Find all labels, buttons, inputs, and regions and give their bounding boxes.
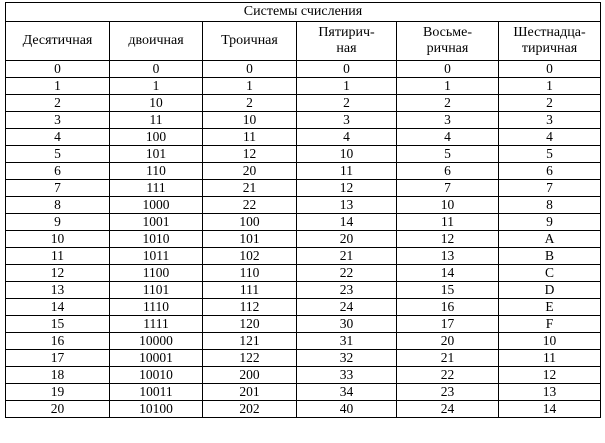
header-octal-line-2: ричная xyxy=(426,41,469,56)
cell-hexadecimal: 0 xyxy=(499,61,601,78)
table-row xyxy=(6,231,601,248)
table-title: Системы счисления xyxy=(6,3,601,22)
cell-octal: 11 xyxy=(397,214,499,231)
table-header-row xyxy=(6,22,601,61)
cell-quinary: 13 xyxy=(297,197,397,214)
cell-hexadecimal: 6 xyxy=(499,163,601,180)
cell-decimal: 20 xyxy=(6,401,110,418)
cell-binary: 10001 xyxy=(110,350,203,367)
cell-quinary: 30 xyxy=(297,316,397,333)
cell-quinary: 31 xyxy=(297,333,397,350)
cell-quinary: 2 xyxy=(297,95,397,112)
cell-hexadecimal: 14 xyxy=(499,401,601,418)
cell-quinary: 22 xyxy=(297,265,397,282)
cell-binary: 10100 xyxy=(110,401,203,418)
cell-octal: 16 xyxy=(397,299,499,316)
cell-quinary: 0 xyxy=(297,61,397,78)
cell-binary: 10000 xyxy=(110,333,203,350)
cell-ternary: 0 xyxy=(203,61,297,78)
cell-octal: 6 xyxy=(397,163,499,180)
cell-quinary: 14 xyxy=(297,214,397,231)
cell-binary: 1 xyxy=(110,78,203,95)
cell-hexadecimal: 3 xyxy=(499,112,601,129)
cell-ternary: 112 xyxy=(203,299,297,316)
cell-octal: 14 xyxy=(397,265,499,282)
table-title-row xyxy=(6,3,601,22)
header-hexadecimal-line-1: Шестнадца- xyxy=(513,25,586,40)
cell-quinary: 10 xyxy=(297,146,397,163)
cell-binary: 10010 xyxy=(110,367,203,384)
cell-ternary: 101 xyxy=(203,231,297,248)
cell-quinary: 3 xyxy=(297,112,397,129)
cell-decimal: 10 xyxy=(6,231,110,248)
cell-hexadecimal: C xyxy=(499,265,601,282)
table-row xyxy=(6,197,601,214)
table-row xyxy=(6,401,601,418)
cell-binary: 100 xyxy=(110,129,203,146)
cell-decimal: 0 xyxy=(6,61,110,78)
cell-binary: 1000 xyxy=(110,197,203,214)
table-row xyxy=(6,367,601,384)
cell-ternary: 1 xyxy=(203,78,297,95)
header-ternary-line-1: Троичная xyxy=(221,33,278,48)
table-row xyxy=(6,61,601,78)
table-row xyxy=(6,316,601,333)
cell-ternary: 22 xyxy=(203,197,297,214)
header-binary-line-1: двоичная xyxy=(128,33,184,48)
cell-binary: 1101 xyxy=(110,282,203,299)
cell-ternary: 120 xyxy=(203,316,297,333)
header-octal xyxy=(397,22,499,61)
cell-decimal: 11 xyxy=(6,248,110,265)
cell-ternary: 11 xyxy=(203,129,297,146)
cell-quinary: 21 xyxy=(297,248,397,265)
cell-binary: 1011 xyxy=(110,248,203,265)
table-row xyxy=(6,333,601,350)
table-row xyxy=(6,180,601,197)
cell-hexadecimal: 10 xyxy=(499,333,601,350)
cell-ternary: 100 xyxy=(203,214,297,231)
cell-octal: 3 xyxy=(397,112,499,129)
cell-quinary: 1 xyxy=(297,78,397,95)
cell-octal: 4 xyxy=(397,129,499,146)
cell-binary: 1001 xyxy=(110,214,203,231)
cell-quinary: 20 xyxy=(297,231,397,248)
cell-binary: 1010 xyxy=(110,231,203,248)
cell-quinary: 11 xyxy=(297,163,397,180)
cell-decimal: 8 xyxy=(6,197,110,214)
table-row xyxy=(6,163,601,180)
header-quinary xyxy=(297,22,397,61)
cell-hexadecimal: 8 xyxy=(499,197,601,214)
cell-ternary: 12 xyxy=(203,146,297,163)
cell-hexadecimal: A xyxy=(499,231,601,248)
cell-octal: 24 xyxy=(397,401,499,418)
header-ternary xyxy=(203,22,297,61)
cell-quinary: 24 xyxy=(297,299,397,316)
cell-ternary: 121 xyxy=(203,333,297,350)
number-systems-table-wrapper xyxy=(5,2,600,418)
cell-octal: 23 xyxy=(397,384,499,401)
number-systems-table xyxy=(5,2,601,418)
cell-decimal: 9 xyxy=(6,214,110,231)
cell-octal: 15 xyxy=(397,282,499,299)
cell-ternary: 20 xyxy=(203,163,297,180)
cell-binary: 101 xyxy=(110,146,203,163)
cell-ternary: 110 xyxy=(203,265,297,282)
cell-quinary: 33 xyxy=(297,367,397,384)
cell-octal: 0 xyxy=(397,61,499,78)
header-quinary-line-2: ная xyxy=(336,41,357,56)
cell-octal: 21 xyxy=(397,350,499,367)
cell-hexadecimal: 5 xyxy=(499,146,601,163)
cell-hexadecimal: 4 xyxy=(499,129,601,146)
cell-decimal: 5 xyxy=(6,146,110,163)
cell-ternary: 122 xyxy=(203,350,297,367)
cell-ternary: 102 xyxy=(203,248,297,265)
header-decimal xyxy=(6,22,110,61)
table-row xyxy=(6,282,601,299)
cell-hexadecimal: B xyxy=(499,248,601,265)
cell-decimal: 13 xyxy=(6,282,110,299)
cell-hexadecimal: 7 xyxy=(499,180,601,197)
cell-octal: 5 xyxy=(397,146,499,163)
header-hexadecimal xyxy=(499,22,601,61)
cell-ternary: 201 xyxy=(203,384,297,401)
cell-binary: 10 xyxy=(110,95,203,112)
cell-hexadecimal: 12 xyxy=(499,367,601,384)
cell-octal: 10 xyxy=(397,197,499,214)
cell-decimal: 7 xyxy=(6,180,110,197)
cell-octal: 22 xyxy=(397,367,499,384)
cell-binary: 110 xyxy=(110,163,203,180)
cell-decimal: 12 xyxy=(6,265,110,282)
cell-quinary: 12 xyxy=(297,180,397,197)
cell-decimal: 17 xyxy=(6,350,110,367)
cell-decimal: 4 xyxy=(6,129,110,146)
cell-octal: 1 xyxy=(397,78,499,95)
table-row xyxy=(6,350,601,367)
cell-octal: 20 xyxy=(397,333,499,350)
header-hexadecimal-line-2: тиричная xyxy=(521,41,578,56)
cell-quinary: 4 xyxy=(297,129,397,146)
cell-hexadecimal: 11 xyxy=(499,350,601,367)
cell-octal: 12 xyxy=(397,231,499,248)
cell-binary: 1110 xyxy=(110,299,203,316)
table-body xyxy=(6,61,601,418)
cell-quinary: 34 xyxy=(297,384,397,401)
cell-octal: 17 xyxy=(397,316,499,333)
cell-binary: 1111 xyxy=(110,316,203,333)
cell-binary: 0 xyxy=(110,61,203,78)
cell-decimal: 2 xyxy=(6,95,110,112)
cell-hexadecimal: F xyxy=(499,316,601,333)
cell-binary: 10011 xyxy=(110,384,203,401)
cell-octal: 13 xyxy=(397,248,499,265)
cell-ternary: 202 xyxy=(203,401,297,418)
table-row xyxy=(6,214,601,231)
cell-binary: 11 xyxy=(110,112,203,129)
cell-hexadecimal: 9 xyxy=(499,214,601,231)
cell-decimal: 3 xyxy=(6,112,110,129)
table-row xyxy=(6,95,601,112)
cell-hexadecimal: 1 xyxy=(499,78,601,95)
cell-octal: 2 xyxy=(397,95,499,112)
table-row xyxy=(6,78,601,95)
cell-binary: 111 xyxy=(110,180,203,197)
cell-hexadecimal: 13 xyxy=(499,384,601,401)
table-row xyxy=(6,248,601,265)
cell-ternary: 200 xyxy=(203,367,297,384)
cell-quinary: 40 xyxy=(297,401,397,418)
cell-decimal: 15 xyxy=(6,316,110,333)
cell-binary: 1100 xyxy=(110,265,203,282)
cell-hexadecimal: D xyxy=(499,282,601,299)
cell-octal: 7 xyxy=(397,180,499,197)
cell-decimal: 18 xyxy=(6,367,110,384)
cell-quinary: 23 xyxy=(297,282,397,299)
cell-decimal: 16 xyxy=(6,333,110,350)
header-binary xyxy=(110,22,203,61)
cell-decimal: 14 xyxy=(6,299,110,316)
cell-ternary: 10 xyxy=(203,112,297,129)
header-octal-line-1: Восьме- xyxy=(422,25,473,40)
cell-ternary: 2 xyxy=(203,95,297,112)
table-row xyxy=(6,129,601,146)
cell-decimal: 1 xyxy=(6,78,110,95)
cell-decimal: 19 xyxy=(6,384,110,401)
table-row xyxy=(6,112,601,129)
cell-hexadecimal: 2 xyxy=(499,95,601,112)
cell-hexadecimal: E xyxy=(499,299,601,316)
table-row xyxy=(6,299,601,316)
cell-ternary: 21 xyxy=(203,180,297,197)
cell-decimal: 6 xyxy=(6,163,110,180)
table-row xyxy=(6,146,601,163)
header-decimal-line-1: Десятичная xyxy=(22,33,93,48)
table-row xyxy=(6,384,601,401)
table-row xyxy=(6,265,601,282)
cell-ternary: 111 xyxy=(203,282,297,299)
header-quinary-line-1: Пятирич- xyxy=(318,25,375,40)
cell-quinary: 32 xyxy=(297,350,397,367)
